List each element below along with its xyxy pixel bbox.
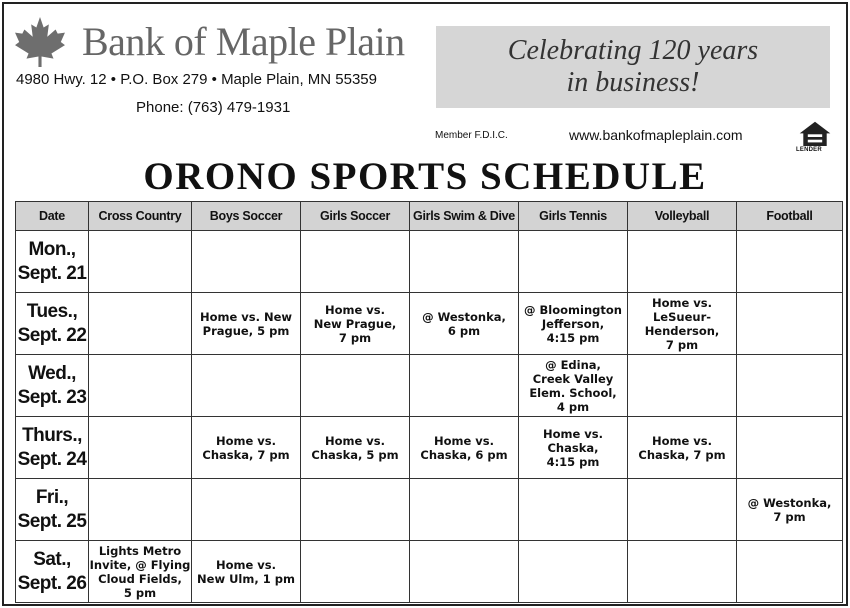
date-cell: Wed., Sept. 23: [17, 362, 87, 408]
banner-line-2: in business!: [566, 67, 700, 98]
event-cell: @ Edina, Creek Valley Elem. School, 4 pm: [529, 357, 617, 414]
date-cell: Fri., Sept. 25: [17, 486, 87, 532]
schedule-table: [15, 201, 843, 603]
anniversary-banner: [436, 26, 830, 108]
table-row: [16, 541, 843, 603]
maple-leaf-icon: [14, 16, 66, 68]
col-header: Girls Tennis: [519, 202, 628, 231]
bank-address: 4980 Hwy. 12 • P.O. Box 279 • Maple Plain, MN 55359: [16, 71, 377, 88]
event-cell: Home vs. Chaska, 7 pm: [638, 433, 726, 462]
event-cell: Home vs. Chaska, 5 pm: [311, 433, 399, 462]
date-cell: Tues., Sept. 22: [17, 300, 87, 346]
event-cell: Home vs. Chaska, 6 pm: [420, 433, 508, 462]
banner-line-1: Celebrating 120 years: [507, 35, 759, 66]
event-cell: @ Bloomington Jefferson, 4:15 pm: [524, 302, 622, 345]
table-row: [16, 479, 843, 541]
event-cell: Home vs. New Ulm, 1 pm: [197, 557, 295, 586]
schedule-title: ORONO SPORTS SCHEDULE: [143, 155, 707, 198]
event-cell: Lights Metro Invite, @ Flying Cloud Fields, 5 pm: [89, 543, 191, 600]
col-header: Cross Country: [89, 202, 192, 231]
event-cell: @ Westonka, 7 pm: [747, 495, 832, 524]
col-header: Volleyball: [628, 202, 737, 231]
event-cell: Home vs. New Prague, 7 pm: [313, 302, 397, 345]
event-cell: Home vs. LeSueur- Henderson, 7 pm: [644, 295, 720, 352]
col-header: Girls Soccer: [301, 202, 410, 231]
table-row: [16, 231, 843, 293]
col-header: Boys Soccer: [192, 202, 301, 231]
col-header: Girls Swim & Dive: [410, 202, 519, 231]
event-cell: Home vs. Chaska, 7 pm: [202, 433, 290, 462]
col-header: Football: [737, 202, 843, 231]
member-fdic: Member F.D.I.C.: [435, 130, 508, 141]
lender-label: LENDER: [796, 147, 822, 153]
date-cell: Sat., Sept. 26: [17, 548, 87, 594]
bank-phone: Phone: (763) 479-1931: [136, 99, 291, 116]
bank-website: www.bankofmapleplain.com: [569, 127, 743, 143]
table-row: [16, 417, 843, 479]
event-cell: Home vs. Chaska, 4:15 pm: [542, 426, 604, 469]
bank-name: Bank of Maple Plain: [82, 19, 405, 64]
ad-frame: [2, 2, 848, 606]
date-cell: Thurs., Sept. 24: [17, 424, 87, 470]
col-header: Date: [16, 202, 89, 231]
event-cell: @ Westonka, 6 pm: [422, 309, 506, 338]
header-row: [16, 202, 843, 231]
table-row: [16, 355, 843, 417]
event-cell: Home vs. New Prague, 5 pm: [199, 309, 293, 338]
table-row: [16, 293, 843, 355]
date-cell: Mon., Sept. 21: [17, 238, 87, 284]
